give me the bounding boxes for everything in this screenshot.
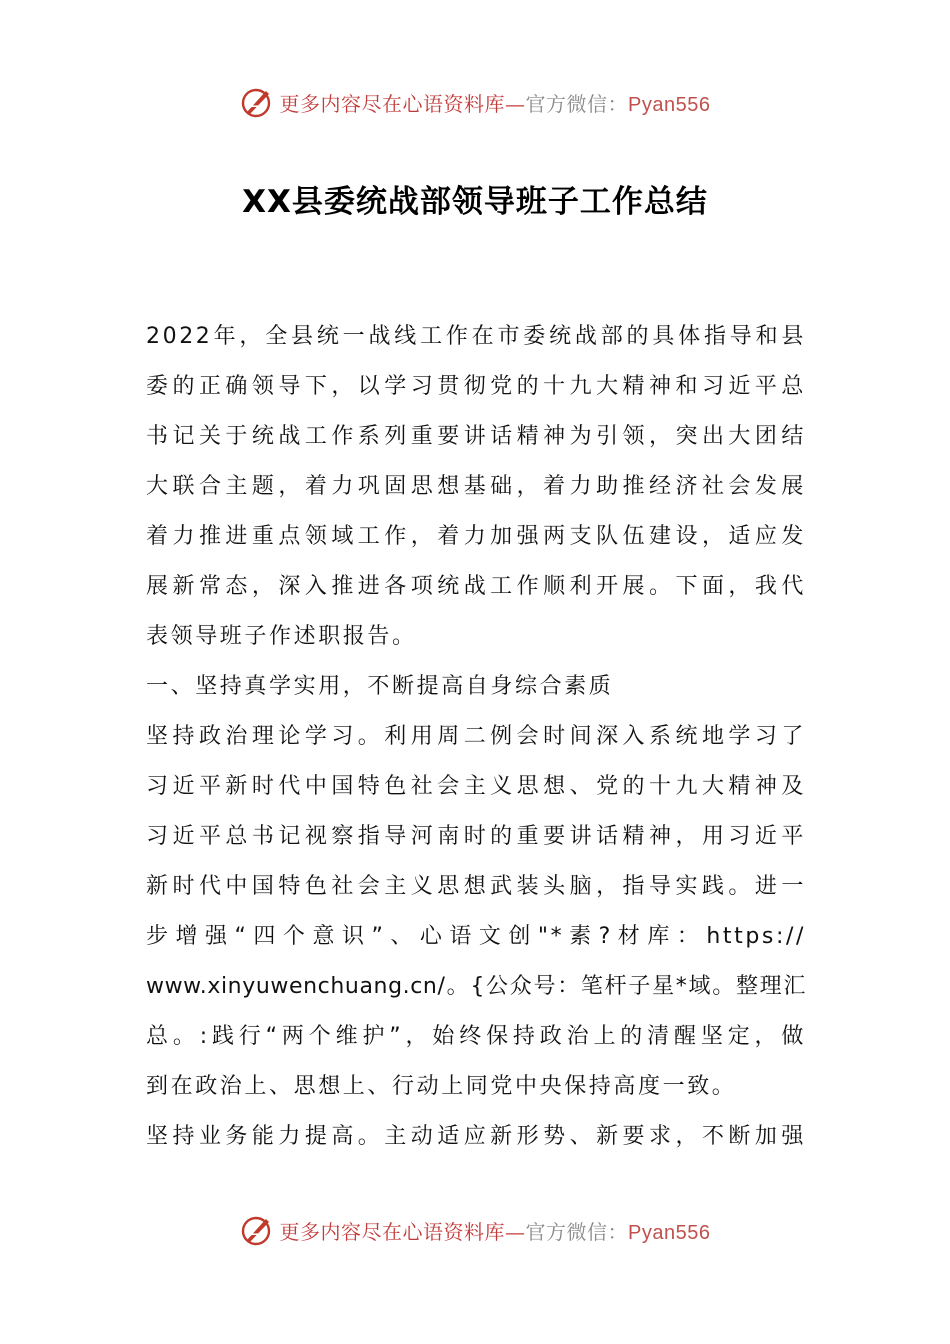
banner-dash: — [505, 1219, 526, 1244]
banner-wechat-label: 官方微信： [525, 1219, 629, 1244]
body-line: 表领导班子作述职报告。 [146, 624, 417, 649]
banner-wechat-label: 官方微信： [525, 91, 629, 116]
body-line: 书记关于统战工作系列重要讲话精神为引领，突出大团结 [146, 424, 806, 449]
body-line: 到在政治上、思想上、行动上同党中央保持高度一致。 [146, 1074, 737, 1099]
section-heading: 一、坚持真学实用，不断提高自身综合素质 [146, 674, 614, 699]
footer-watermark-banner [0, 1210, 950, 1250]
body-line: 委的正确领导下，以学习贯彻党的十九大精神和习近平总 [146, 374, 806, 399]
body-line: 2022年，全县统一战线工作在市委统战部的具体指导和县 [146, 324, 806, 349]
banner-wechat-id: Pyan556 [628, 1221, 711, 1244]
body-line: 展新常态，深入推进各项统战工作顺利开展。下面，我代 [146, 574, 806, 599]
body-line: www.xinyuwenchuang.cn/。{公众号：笔杆子星*域。整理汇 [146, 974, 806, 999]
body-line: 着力推进重点领域工作，着力加强两支队伍建设，适应发 [146, 524, 806, 549]
quill-pen-logo-icon [240, 1213, 274, 1247]
banner-brand-text: 更多内容尽在心语资料库 [279, 1219, 506, 1244]
banner-wechat-id: Pyan556 [628, 93, 711, 116]
body-line: 坚持政治理论学习。利用周二例会时间深入系统地学习了 [146, 724, 806, 749]
body-line: 总。:践行“两个维护”，始终保持政治上的清醒坚定，做 [146, 1024, 806, 1049]
body-line: 习近平总书记视察指导河南时的重要讲话精神，用习近平 [146, 824, 806, 849]
header-watermark-banner [0, 82, 950, 122]
body-line: 步增强“四个意识”、心语文创"*素?材库：https:// [146, 924, 806, 949]
body-line: 新时代中国特色社会主义思想武装头脑，指导实践。进一 [146, 874, 806, 899]
banner-dash: — [505, 91, 526, 116]
body-line: 习近平新时代中国特色社会主义思想、党的十九大精神及 [146, 774, 806, 799]
body-line: 大联合主题，着力巩固思想基础，着力助推经济社会发展 [146, 474, 806, 499]
quill-pen-logo-icon [240, 85, 274, 119]
document-body [146, 312, 806, 1162]
document-title: XX县委统战部领导班子工作总结 [242, 184, 708, 220]
banner-brand-text: 更多内容尽在心语资料库 [279, 91, 506, 116]
body-line: 坚持业务能力提高。主动适应新形势、新要求，不断加强 [146, 1124, 806, 1149]
